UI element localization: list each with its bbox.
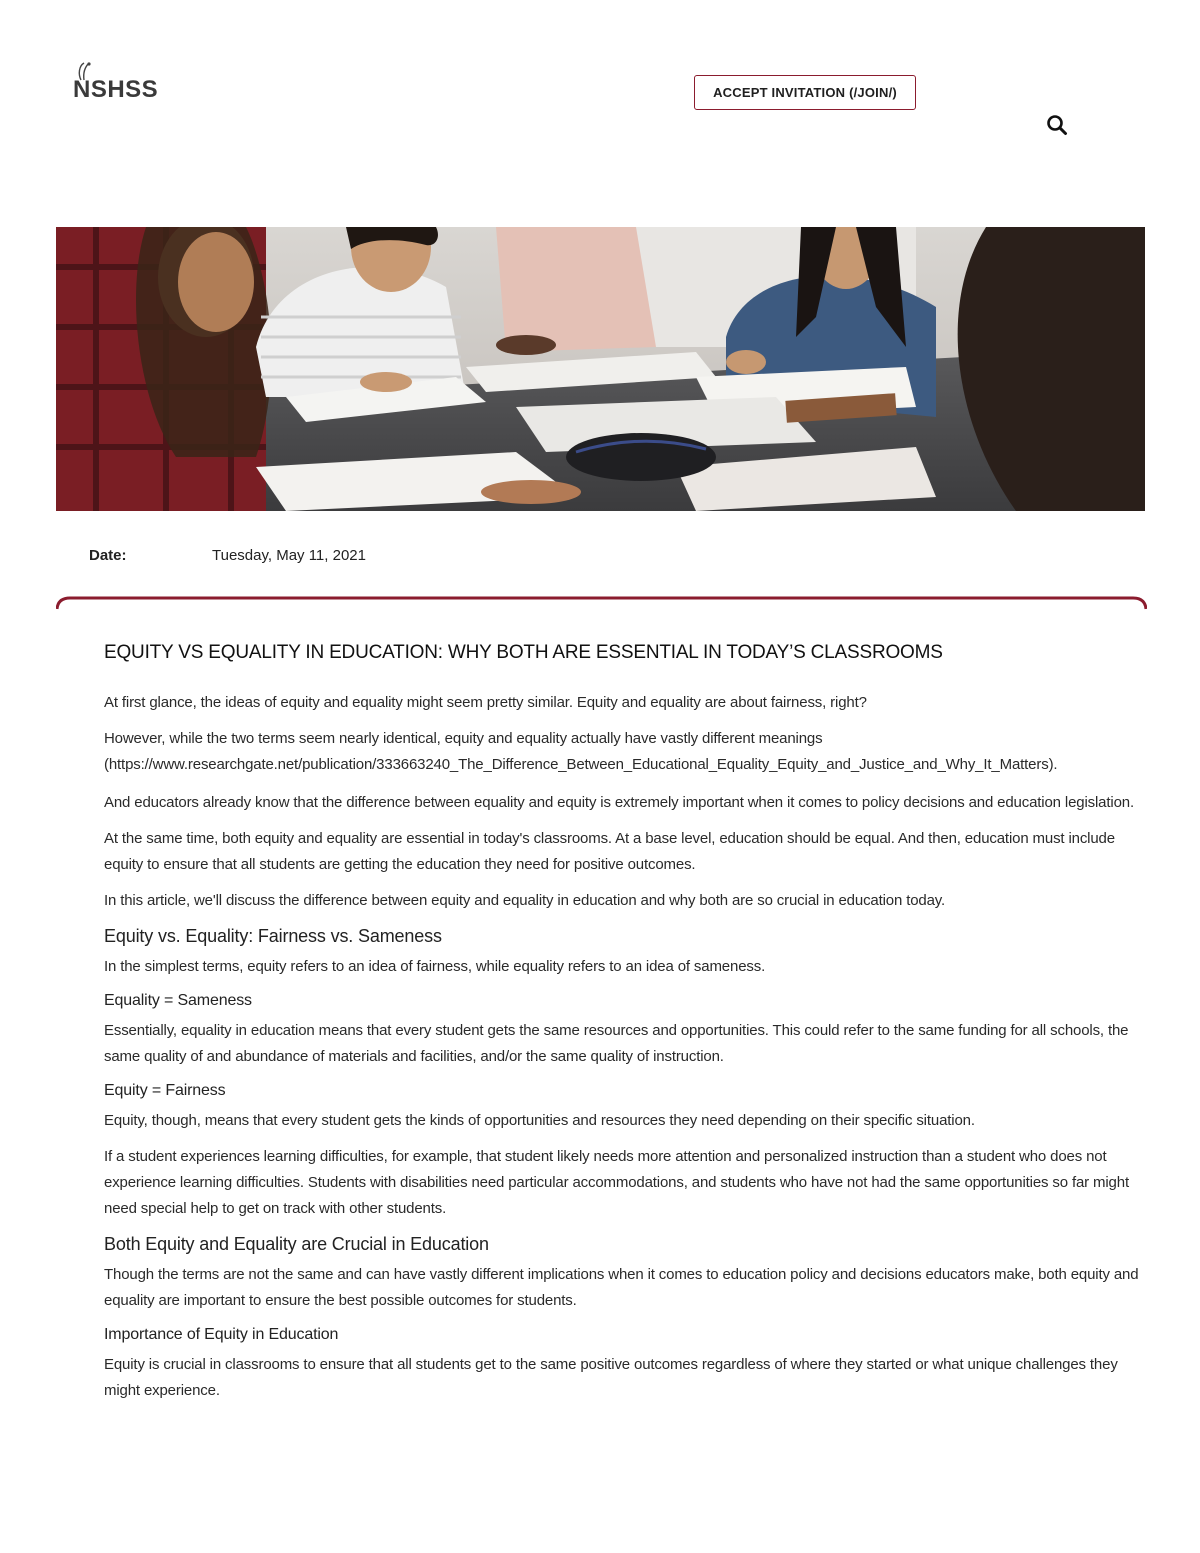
paragraph: Though the terms are not the same and can have vastly different implications when it comes to education policy and decisions educators make, both equity and equality are important to ensure the best possible outcomes for students.	[104, 1266, 1139, 1309]
paragraph: Essentially, equality in education means that every student gets the same resources and opportunities. This could refer to the same funding for all schools, the same quality of and abundance of materials and facilities, and/or the same quality of instruction.	[104, 1022, 1129, 1065]
date-label: Date:	[89, 547, 127, 564]
paragraph: In this article, we'll discuss the difference between equity and equality in education and why both are so crucial in education today.	[104, 892, 946, 909]
article-title: EQUITY VS EQUALITY IN EDUCATION: WHY BOTH ARE ESSENTIAL IN TODAY’S CLASSROOMS	[104, 642, 943, 663]
hero-classroom-image	[56, 227, 1145, 511]
logo-text: NSHSS	[73, 76, 159, 103]
paragraph-text: However, while the two terms seem nearly identical, equity and equality actually have vastly different meanings	[104, 730, 823, 747]
paragraph: At the same time, both equity and equality are essential in today's classrooms. At a base level, education should be equal. And then, education must include equity to ensure that all students are getting the education they need for positive outcomes.	[104, 830, 1115, 873]
paragraph: If a student experiences learning difficulties, for example, that student likely needs more attention and personalized instruction than a student who does not experience learning difficulties. Students with disabilities need particular accommodations, and students who have not had the same opportunities so far might need special help to get on track with other students.	[104, 1148, 1129, 1217]
paragraph: In the simplest terms, equity refers to an idea of fairness, while equality refers to an idea of sameness.	[104, 958, 766, 975]
nshss-logo[interactable]	[73, 60, 163, 105]
section-heading: Both Equity and Equality are Crucial in Education	[104, 1234, 489, 1254]
paragraph: At first glance, the ideas of equity and equality might seem pretty similar. Equity and equality are about fairness, right?	[104, 694, 867, 711]
article-body	[104, 642, 1150, 1414]
paragraph: Equity, though, means that every student gets the kinds of opportunities and resources they need depending on their specific situation.	[104, 1112, 975, 1129]
reference-link[interactable]: (https://www.researchgate.net/publication/333663240_The_Difference_Between_Educational_Equality_Equity_and_Justice_and_Why_It_Matters).	[104, 756, 1058, 773]
paragraph-with-link	[104, 726, 1150, 778]
paragraph: Equity is crucial in classrooms to ensure that all students get to the same positive outcomes regardless of where they started or what unique challenges they might experience.	[104, 1356, 1118, 1399]
search-icon[interactable]	[1046, 114, 1068, 136]
subsection-heading: Equality = Sameness	[104, 992, 252, 1009]
subsection-heading: Equity = Fairness	[104, 1082, 226, 1099]
accept-invitation-button[interactable]: ACCEPT INVITATION (/JOIN/)	[694, 75, 916, 110]
section-heading: Equity vs. Equality: Fairness vs. Sameness	[104, 926, 442, 946]
paragraph: And educators already know that the difference between equality and equity is extremely important when it comes to policy decisions and education legislation.	[104, 794, 1134, 811]
section-divider	[56, 594, 1147, 610]
subsection-heading: Importance of Equity in Education	[104, 1326, 339, 1343]
date-value: Tuesday, May 11, 2021	[212, 547, 366, 564]
